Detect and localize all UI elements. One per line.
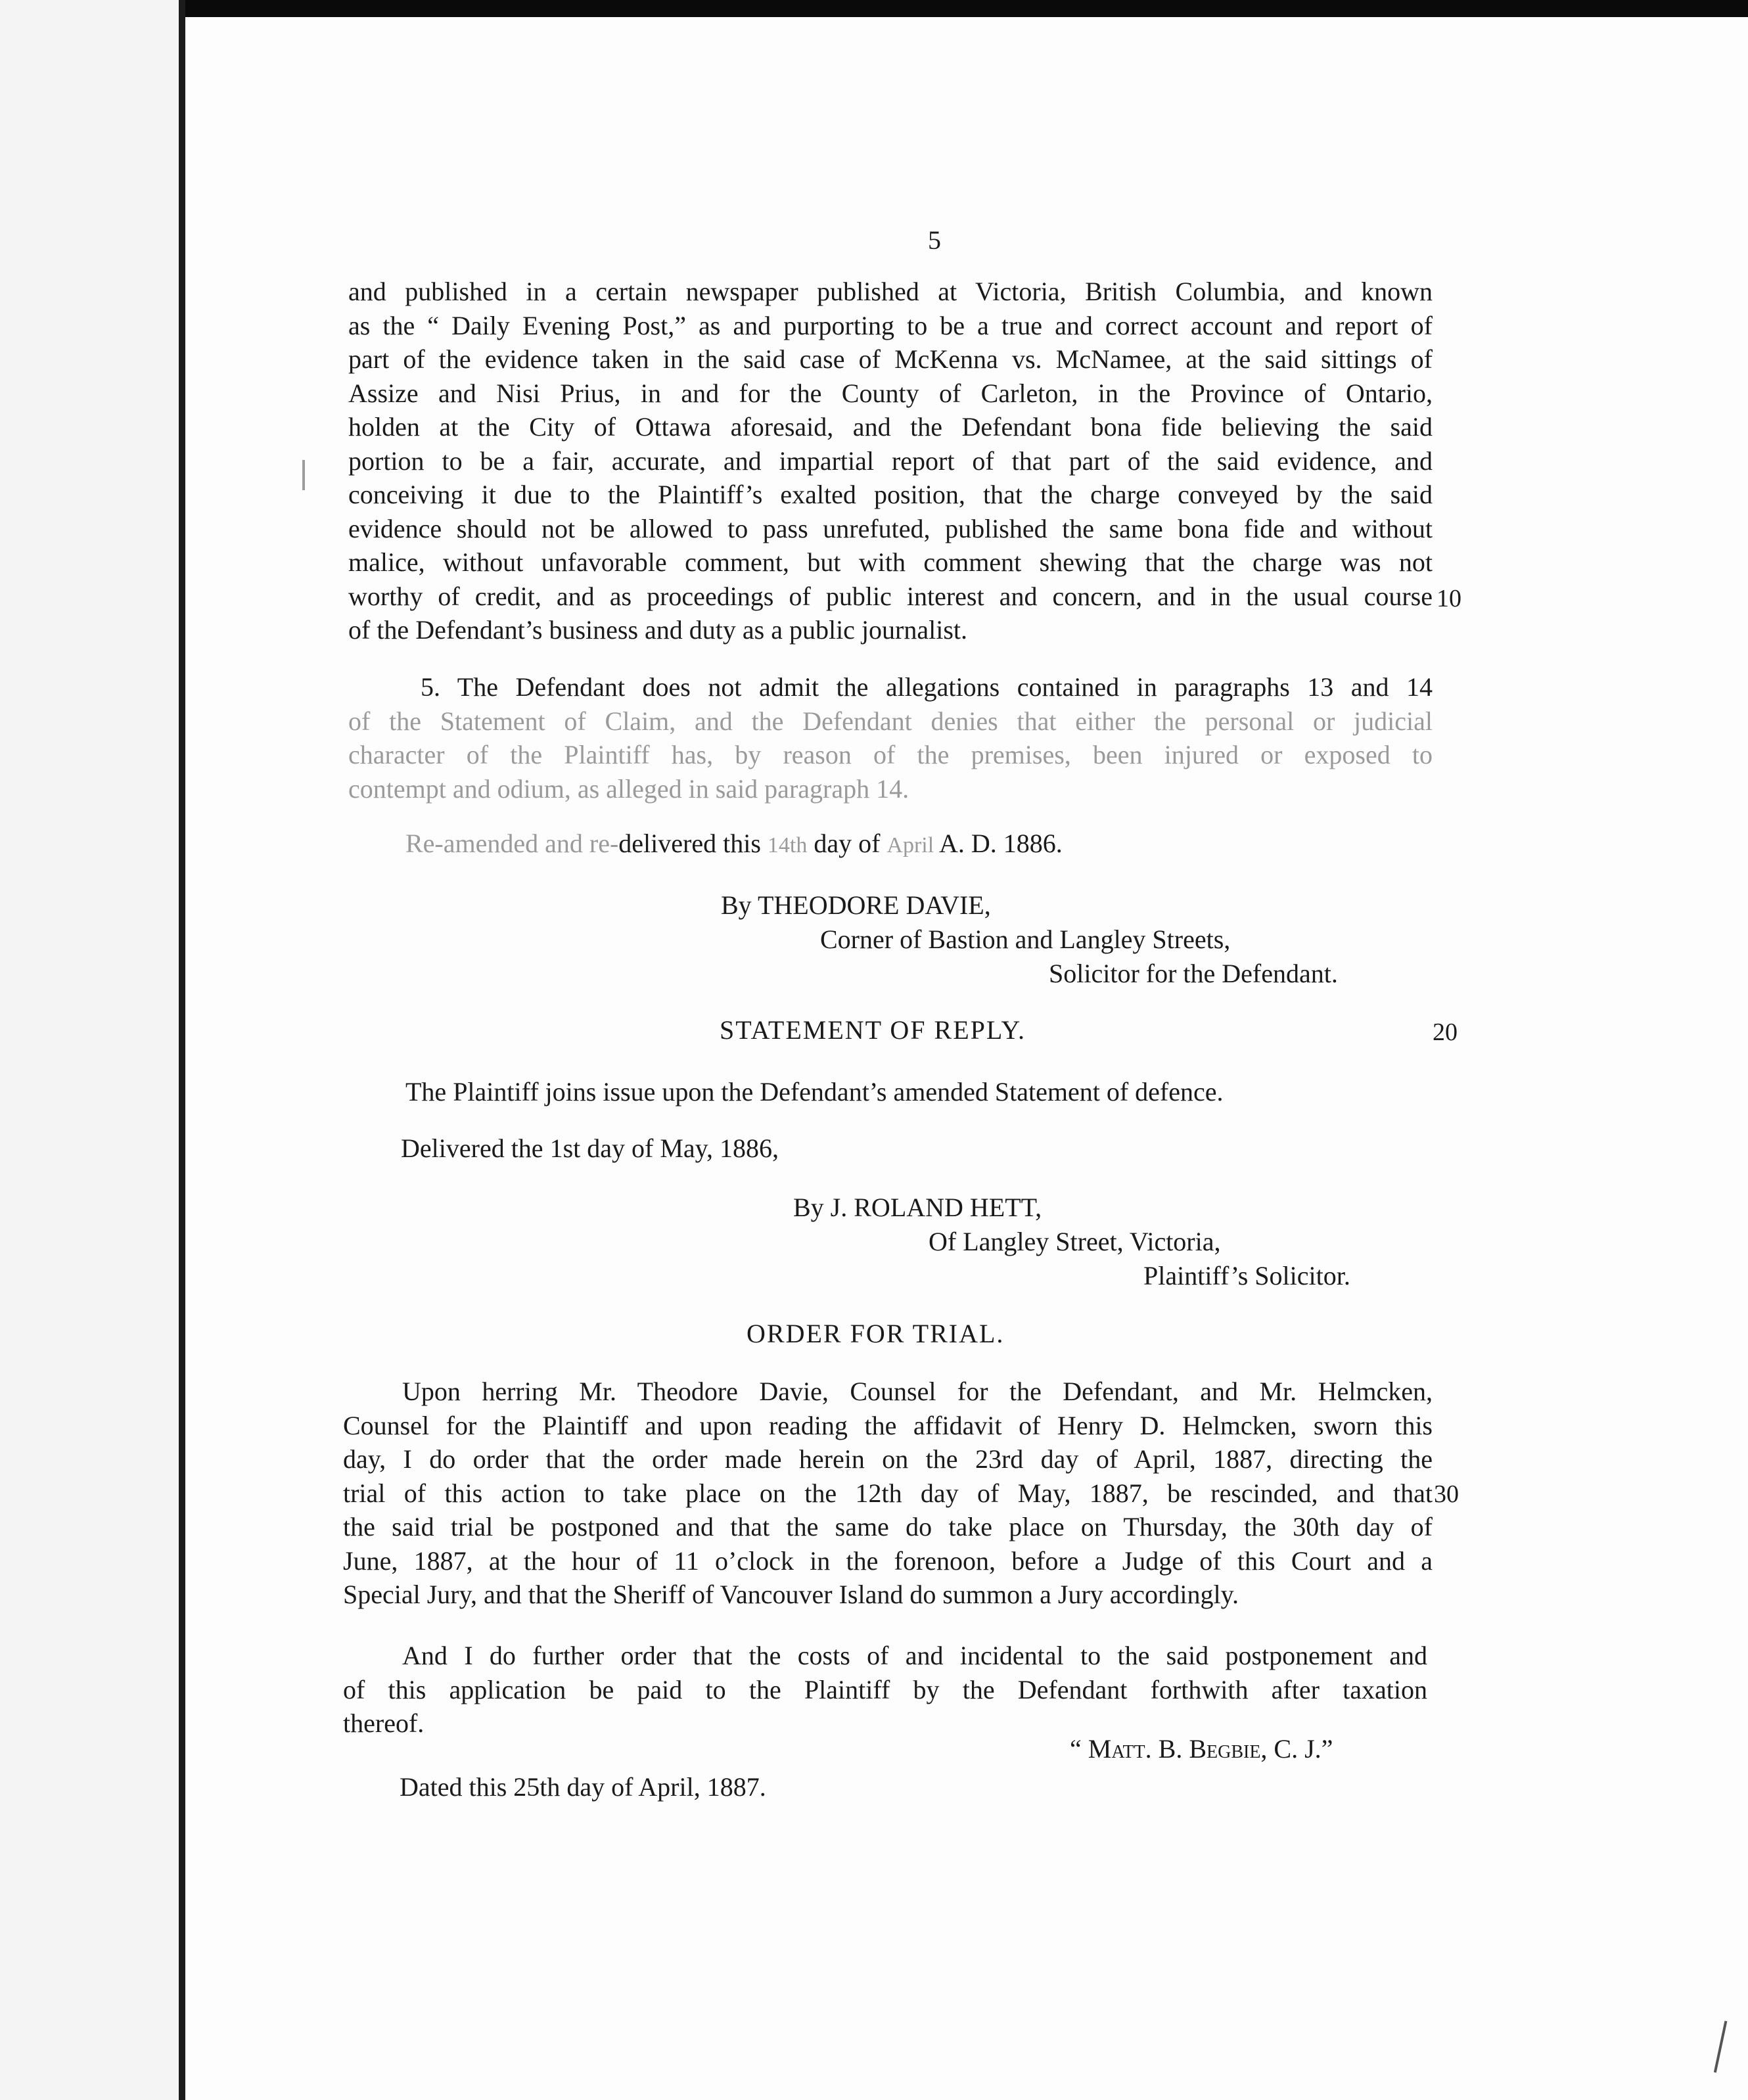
- order-paragraph-2: [343, 1639, 1427, 1741]
- reply-text: The Plaintiff joins issue upon the Defendant’s amended Statement of defence.: [405, 1077, 1224, 1107]
- text-line: evidence should not be allowed to pass unrefuted, published the same bona fide and without: [348, 513, 1433, 543]
- text-line: Assize and Nisi Prius, in and for the County of Carleton, in the Province of Ontario,: [348, 378, 1433, 408]
- reply-delivered: Delivered the 1st day of May, 1886,: [401, 1133, 779, 1163]
- redelivered-day: 14th: [767, 833, 808, 857]
- line-number-10: 10: [1437, 585, 1461, 612]
- text-line: conceiving it due to the Plaintiff’s exalted position, that the charge conveyed by the said: [348, 480, 1433, 509]
- paragraph-5: [348, 670, 1433, 806]
- redelivered-prefix: Re-amended and re-: [405, 829, 619, 858]
- text-line: portion to be a fair, accurate, and impartial report of that part of the said evidence, and: [348, 445, 1433, 476]
- text-line: the said trial be postponed and that the same do take place on Thursday, the 30th day of: [343, 1512, 1433, 1541]
- order-dated: Dated this 25th day of April, 1887.: [400, 1772, 766, 1802]
- defendant-solicitor-address: Corner of Bastion and Langley Streets,: [820, 924, 1231, 954]
- text-line: Special Jury, and that the Sheriff of Vancouver Island do summon a Jury accordingly.: [343, 1580, 1239, 1609]
- text-line: holden at the City of Ottawa aforesaid, and the Defendant bona fide believing the said: [348, 412, 1433, 442]
- pencil-margin-mark: [302, 460, 305, 490]
- redelivered-year: A. D. 1886.: [939, 829, 1063, 858]
- text-line: And I do further order that the costs of and incidental to the said postponement and: [402, 1641, 1427, 1670]
- scan-left-margin: [0, 0, 179, 2100]
- order-heading: ORDER FOR TRIAL.: [747, 1319, 1005, 1348]
- line-number-30: 30: [1434, 1480, 1459, 1508]
- redelivered-dayof: day of: [814, 829, 881, 858]
- text-line: worthy of credit, and as proceedings of public interest and concern, and in the usual course: [348, 581, 1433, 611]
- reply-heading: STATEMENT OF REPLY.: [720, 1015, 1026, 1045]
- text-line: day, I do order that the order made herein on the 23rd day of April, 1887, directing the: [343, 1444, 1433, 1474]
- text-line: and published in a certain newspaper published at Victoria, British Columbia, and known: [348, 277, 1433, 306]
- plaintiff-solicitor-name: By J. ROLAND HETT,: [793, 1193, 1042, 1222]
- text-line: of this application be paid to the Plaintiff by the Defendant forthwith after taxation: [343, 1674, 1427, 1704]
- text-line: thereof.: [343, 1708, 425, 1738]
- line-number-20: 20: [1433, 1018, 1458, 1046]
- text-line: of the Statement of Claim, and the Defendant denies that either the personal or judicial: [348, 706, 1433, 736]
- redelivered-line: [405, 827, 1063, 863]
- paragraph-continuation: [348, 275, 1433, 647]
- page-binding-edge: [179, 0, 185, 2100]
- page-number: 5: [928, 225, 941, 255]
- text-line: trial of this action to take place on the 12th day of May, 1887, be rescinded, and that: [343, 1478, 1433, 1508]
- defendant-solicitor-role: Solicitor for the Defendant.: [1049, 959, 1338, 988]
- plaintiff-solicitor-address: Of Langley Street, Victoria,: [929, 1227, 1221, 1256]
- text-line: as the “ Daily Evening Post,” as and purporting to be a true and correct account and report of: [348, 310, 1433, 340]
- text-line: Upon herring Mr. Theodore Davie, Counsel for the Defendant, and Mr. Helmcken,: [402, 1377, 1433, 1406]
- scan-top-border: [0, 0, 1748, 17]
- text-line: of the Defendant’s business and duty as a public journalist.: [348, 615, 968, 645]
- text-line: contempt and odium, as alleged in said paragraph 14.: [348, 773, 909, 804]
- text-line: character of the Plaintiff has, by reason of the premises, been injured or exposed to: [348, 740, 1433, 769]
- defendant-solicitor-name: By THEODORE DAVIE,: [721, 890, 991, 920]
- plaintiff-solicitor-role: Plaintiff’s Solicitor.: [1143, 1261, 1350, 1290]
- judge-signature: “ Matt. B. Begbie, C. J.”: [1070, 1734, 1333, 1764]
- text-line: 5. The Defendant does not admit the allegations contained in paragraphs 13 and 14: [421, 672, 1433, 702]
- text-line: part of the evidence taken in the said case of McKenna vs. McNamee, at the said sittings of: [348, 344, 1433, 374]
- redelivered-main: delivered this: [618, 829, 761, 858]
- text-line: June, 1887, at the hour of 11 o’clock in the forenoon, before a Judge of this Court and a: [343, 1545, 1433, 1576]
- order-paragraph-1: [343, 1375, 1433, 1612]
- redelivered-month: April: [886, 833, 934, 857]
- text-line: Counsel for the Plaintiff and upon reading the affidavit of Henry D. Helmcken, sworn this: [343, 1410, 1433, 1440]
- text-line: malice, without unfavorable comment, but with comment shewing that the charge was not: [348, 547, 1433, 577]
